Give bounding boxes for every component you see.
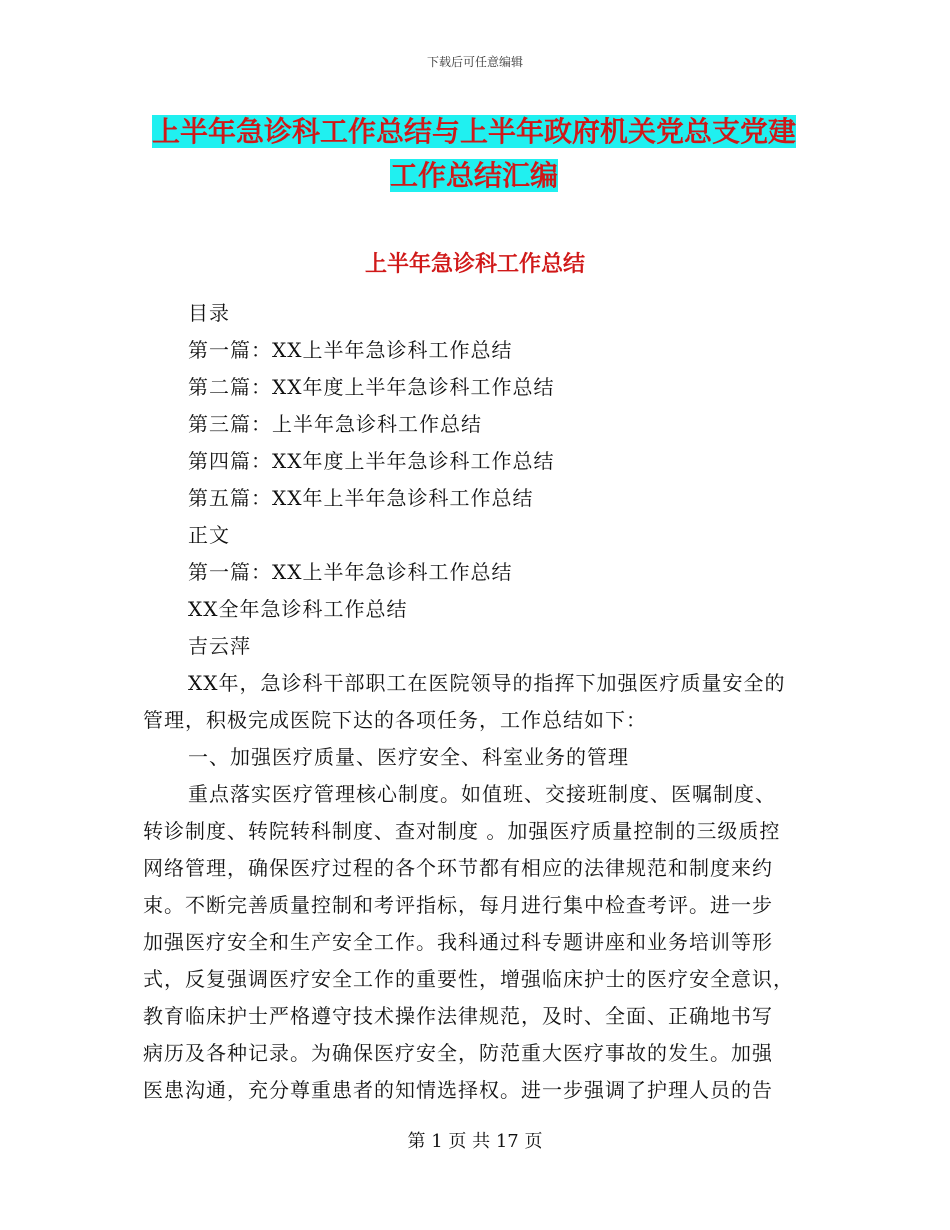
body-heading: 正文 xyxy=(188,523,230,547)
paragraph-line: 网络管理，确保医疗过程的各个环节都有相应的法律规范和制度来约 xyxy=(143,856,773,880)
paragraph-line: 束。不断完善质量控制和考评指标，每月进行集中检查考评。进一步 xyxy=(143,893,773,917)
toc-item: 第四篇：XX年度上半年急诊科工作总结 xyxy=(188,449,555,473)
article-title: XX全年急诊科工作总结 xyxy=(188,597,408,621)
toc-heading: 目录 xyxy=(188,301,230,325)
paragraph-line: 式，反复强调医疗安全工作的重要性，增强临床护士的医疗安全意识， xyxy=(143,967,794,991)
toc-item: 第五篇：XX年上半年急诊科工作总结 xyxy=(188,486,534,510)
document-title-line-2: 工作总结汇编 xyxy=(389,159,558,192)
paragraph-line: 教育临床护士严格遵守技术操作法律规范，及时、全面、正确地书写 xyxy=(143,1004,773,1028)
section-title: 上半年急诊科工作总结 xyxy=(364,252,585,277)
article-author: 吉云萍 xyxy=(188,634,251,658)
paragraph-line: 管理，积极完成医院下达的各项任务，工作总结如下： xyxy=(143,708,647,732)
header-note: 下载后可任意编辑 xyxy=(426,55,523,69)
toc-item: 第一篇：XX上半年急诊科工作总结 xyxy=(188,338,513,362)
paragraph-line: 医患沟通，充分尊重患者的知情选择权。进一步强调了护理人员的告 xyxy=(143,1078,773,1102)
document-title xyxy=(140,110,808,198)
paragraph-line: 转诊制度、转院转科制度、查对制度 。加强医疗质量控制的三级质控 xyxy=(143,819,781,843)
paragraph-line: 加强医疗安全和生产安全工作。我科通过科专题讲座和业务培训等形 xyxy=(143,930,773,954)
paragraph-line: XX年，急诊科干部职工在医院领导的指挥下加强医疗质量安全的 xyxy=(188,671,786,695)
paragraph-line: 重点落实医疗管理核心制度。如值班、交接班制度、医嘱制度、 xyxy=(188,782,776,806)
paragraph-line: 病历及各种记录。为确保医疗安全，防范重大医疗事故的发生。加强 xyxy=(143,1041,773,1065)
document-title-line-1: 上半年急诊科工作总结与上半年政府机关党总支党建 xyxy=(151,115,796,148)
toc-item: 第二篇：XX年度上半年急诊科工作总结 xyxy=(188,375,555,399)
part-title: 第一篇：XX上半年急诊科工作总结 xyxy=(188,560,513,584)
page-footer: 第 1 页 共 17 页 xyxy=(407,1131,543,1152)
paragraph-line: 一、加强医疗质量、医疗安全、科室业务的管理 xyxy=(188,745,629,769)
toc-item: 第三篇：上半年急诊科工作总结 xyxy=(188,412,482,436)
